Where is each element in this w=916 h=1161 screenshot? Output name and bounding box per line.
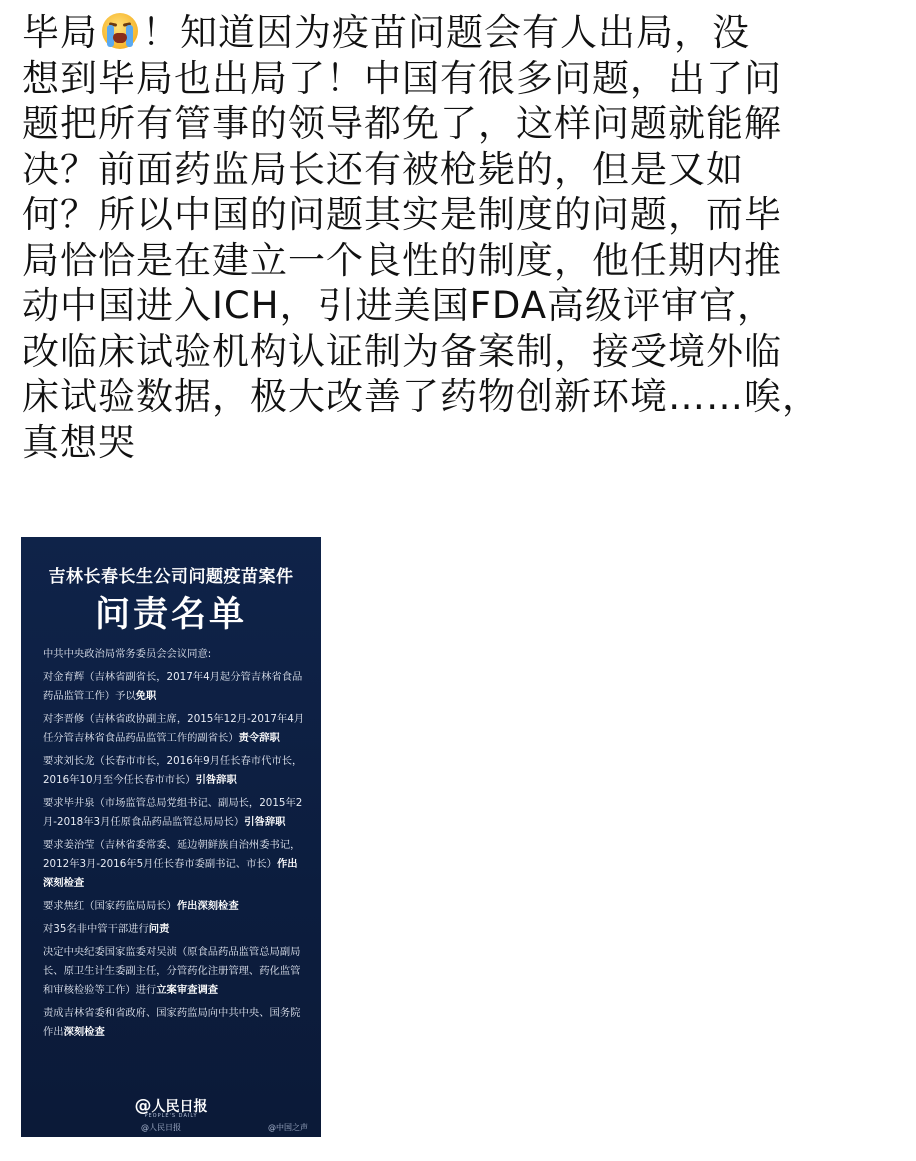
poster-item bbox=[43, 794, 307, 832]
poster-credit-right: @中国之声 bbox=[268, 1123, 308, 1132]
post-line: 何？所以中国的问题其实是制度的问题，而毕 bbox=[22, 193, 782, 236]
post-line: 真想哭 bbox=[22, 420, 136, 464]
poster-item-text: 要求焦红（国家药监局局长） bbox=[43, 900, 177, 912]
post-line: 改临床试验机构认证制为备案制，接受境外临 bbox=[22, 329, 782, 373]
poster-logo-text: 人民日报 bbox=[151, 1099, 208, 1115]
poster-item bbox=[43, 943, 307, 1000]
poster-item-penalty: 作出深刻检查 bbox=[176, 900, 239, 912]
poster-item-text: 要求刘长龙（长春市市长，2016年9月任长春市代市长，2016年10月至今任长春市市长） bbox=[43, 755, 303, 786]
poster-item bbox=[43, 920, 307, 939]
accountability-list-poster[interactable] bbox=[21, 537, 321, 1137]
post-text-segment: ！知道因为疫苗问题会有人出局，没 bbox=[142, 11, 750, 54]
at-icon: @ bbox=[134, 1096, 152, 1116]
poster-item-penalty: 作出深刻检查 bbox=[43, 858, 298, 889]
post-line: 决？前面药监局长还有被枪毙的，但是又如 bbox=[22, 147, 744, 191]
post-line: 动中国进入ICH，引进美国FDA高级评审官， bbox=[22, 284, 776, 327]
poster-item-list bbox=[43, 645, 307, 1046]
poster-item-text: 对李晋修（吉林省政协副主席，2015年12月-2017年4月任分管吉林省食品药品监管工作的副省长） bbox=[43, 713, 305, 744]
poster-item-penalty: 责令辞职 bbox=[238, 732, 280, 744]
poster-item bbox=[43, 836, 307, 893]
post-text-segment: 毕局 bbox=[22, 11, 98, 54]
poster-item-text: 要求毕井泉（市场监管总局党组书记、副局长，2015年2月-2018年3月任原食品药品监管总局局长） bbox=[43, 797, 303, 828]
poster-item-text: 责成吉林省委和省政府、国家药监局向中共中央、国务院作出 bbox=[43, 1007, 301, 1038]
poster-item-text: 对金育辉（吉林省副省长，2017年4月起分管吉林省食品药品监管工作）予以 bbox=[43, 671, 303, 702]
poster-title: 问责名单 bbox=[94, 595, 247, 635]
poster-item bbox=[43, 668, 307, 706]
poster-item-penalty: 立案审查调查 bbox=[156, 984, 219, 996]
post-line: 局恰恰是在建立一个良性的制度，他任期内推 bbox=[22, 238, 782, 282]
post-line bbox=[22, 10, 897, 56]
poster-item-text: 要求姜治莹（吉林省委常委、延边朝鲜族自治州委书记，2012年3月-2016年5月任长春市委副书记、市长） bbox=[43, 839, 301, 870]
poster-item-text: 对35名非中管干部进行 bbox=[43, 923, 149, 935]
poster-item-penalty: 引咎辞职 bbox=[195, 774, 237, 786]
poster-subtitle: 吉林长春长生公司问题疫苗案件 bbox=[48, 567, 294, 587]
poster-item-penalty: 免职 bbox=[135, 690, 157, 702]
post-line: 题把所有管事的领导都免了，这样问题就能解 bbox=[22, 102, 782, 145]
poster-item-penalty: 深刻检查 bbox=[63, 1026, 105, 1038]
poster-intro: 中共中央政治局常务委员会会议同意: bbox=[43, 648, 212, 660]
post-line: 想到毕局也出局了！中国有很多问题，出了问 bbox=[22, 56, 782, 100]
poster-item bbox=[43, 752, 307, 790]
poster-logo-subtext: PEOPLE'S DAILY bbox=[144, 1113, 198, 1119]
post-line: 床试验数据，极大改善了药物创新环境……唉， bbox=[22, 375, 820, 418]
poster-item-penalty: 问责 bbox=[148, 923, 170, 935]
loudly-crying-face-icon bbox=[100, 11, 140, 51]
poster-credit-left: @人民日报 bbox=[141, 1123, 181, 1132]
poster-item bbox=[43, 897, 307, 916]
poster-item bbox=[43, 1004, 307, 1042]
post-text bbox=[22, 10, 897, 465]
poster-item bbox=[43, 710, 307, 748]
poster-item-penalty: 引咎辞职 bbox=[244, 816, 286, 828]
poster-item-text: 决定中央纪委国家监委对吴浈（原食品药品监管总局副局长、原卫生计生委副主任，分管药化注册管理、药化监管和审核检验等工作）进行 bbox=[43, 946, 301, 996]
